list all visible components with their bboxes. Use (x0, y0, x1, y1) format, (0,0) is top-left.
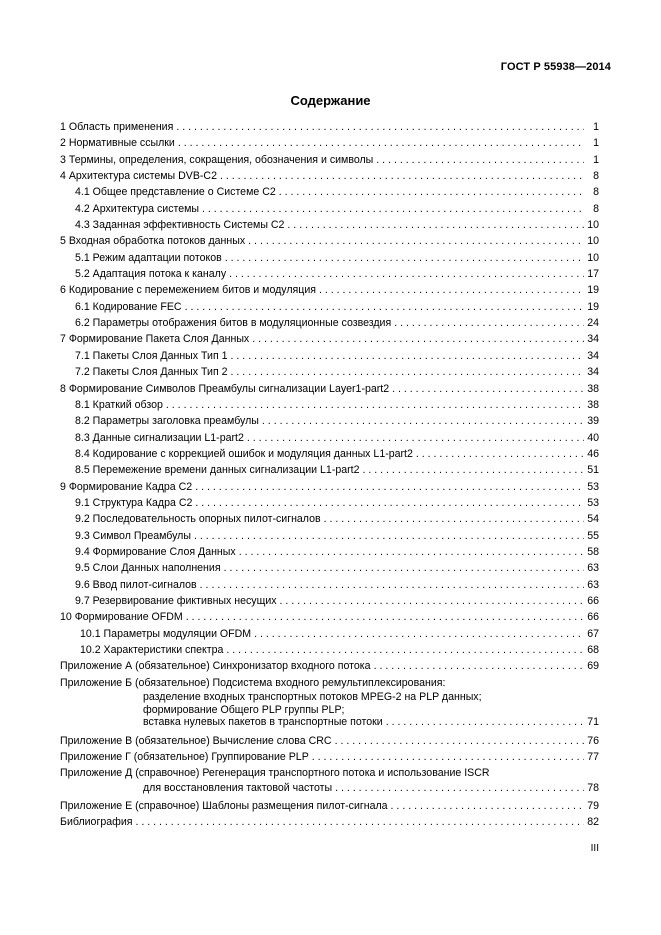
toc-leader-dots (279, 184, 584, 200)
toc-leader-dots (178, 135, 584, 151)
toc-leader-dots (239, 544, 584, 560)
toc-entry (60, 511, 599, 527)
toc-leader-dots (376, 152, 584, 168)
toc-entry (60, 430, 599, 446)
toc-entry-page: 10 (587, 219, 599, 232)
toc-entry-page: 17 (587, 268, 599, 281)
toc-leader-dots (335, 733, 584, 749)
toc-entry (60, 348, 599, 364)
toc-entry-label: 6.1 Кодирование FEC (75, 300, 182, 313)
toc-entry (60, 397, 599, 413)
toc-entry (60, 716, 599, 729)
toc-entry-label: 7.1 Пакеты Слоя Данных Тип 1 (75, 349, 228, 362)
toc-leader-dots (319, 282, 584, 298)
toc-entry-page: 19 (587, 300, 599, 313)
toc-leader-dots (386, 716, 584, 729)
toc-entry-label: 8.4 Кодирование с коррекцией ошибок и модуляция данных L1-part2 (75, 447, 413, 460)
toc-entry-page: 55 (587, 529, 599, 542)
toc-entry-label: 9.5 Слои Данных наполнения (75, 562, 221, 575)
toc-entry (60, 233, 599, 249)
toc-entry-label: 6.2 Параметры отображения битов в модуляционные созвездия (75, 317, 392, 330)
toc-leader-dots (226, 642, 584, 658)
toc-entry-label: 8.2 Параметры заголовка преамбулы (75, 415, 259, 428)
toc-leader-dots (231, 348, 584, 364)
toc-entry-label: 9.2 Последовательность опорных пилот-сигналов (75, 513, 321, 526)
toc-entry (60, 250, 599, 266)
toc-leader-dots (200, 577, 584, 593)
toc-entry-page: 63 (587, 562, 599, 575)
toc-leader-dots (195, 479, 584, 495)
toc-entry (60, 135, 599, 151)
toc-entry-page: 53 (587, 496, 599, 509)
toc-entry-page: 66 (587, 611, 599, 624)
page-number: III (590, 843, 599, 854)
toc-entry (60, 446, 599, 462)
toc-entry-page: 63 (587, 578, 599, 591)
page-title: Содержание (290, 93, 371, 108)
toc-entry (60, 217, 599, 233)
toc-entry-page: 1 (593, 137, 599, 150)
toc-entry (60, 609, 599, 625)
toc-leader-dots (374, 658, 584, 674)
toc-entry-page: 19 (587, 284, 599, 297)
toc-entry-page: 8 (593, 170, 599, 183)
table-of-contents (60, 119, 599, 831)
toc-entry-label: 8.5 Перемежение времени данных сигнализации L1-part2 (75, 464, 360, 477)
toc-entry-page: 34 (587, 333, 599, 346)
toc-entry-page: 10 (587, 235, 599, 248)
toc-entry (60, 184, 599, 200)
toc-entry-label: 9.3 Символ Преамбулы (75, 529, 191, 542)
toc-entry-label: 10.1 Параметры модуляции OFDM (80, 627, 252, 640)
toc-entry (60, 560, 599, 576)
toc-leader-dots (287, 217, 584, 233)
toc-entry-label: 9 Формирование Кадра С2 (60, 480, 193, 493)
toc-entry-page: 71 (587, 716, 599, 729)
toc-entry-page: 77 (587, 751, 599, 764)
toc-entry-page: 68 (587, 644, 599, 656)
toc-entry (60, 749, 599, 765)
toc-leader-dots (220, 168, 584, 184)
toc-leader-dots (280, 593, 584, 609)
toc-entry (60, 814, 599, 830)
toc-entry-page: 40 (587, 431, 599, 444)
toc-entry-label: для восстановления тактовой частоты (143, 781, 333, 794)
toc-entry (60, 528, 599, 544)
toc-leader-dots (176, 119, 584, 135)
toc-entry-label: Приложение Е (справочное) Шаблоны размещения пилот-сигнала (60, 800, 388, 812)
toc-entry-label: 9.1 Структура Кадра С2 (75, 496, 193, 509)
toc-entry (60, 315, 599, 331)
toc-entry-page: 69 (587, 660, 599, 673)
toc-entry-page: 38 (587, 382, 599, 395)
toc-leader-dots (185, 299, 584, 315)
toc-entry (60, 201, 599, 217)
toc-entry-page: 51 (587, 464, 599, 477)
toc-leader-dots (247, 430, 584, 446)
toc-entry-label: Приложение А (обязательное) Синхронизатор входного потока (60, 660, 371, 673)
toc-entry-label: 4.1 Общее представление о Системе С2 (75, 186, 276, 199)
toc-entry (60, 733, 599, 749)
toc-entry-label: 4 Архитектура системы DVB-C2 (60, 170, 217, 183)
toc-entry-page: 66 (587, 594, 599, 607)
toc-entry-label: 8 Формирование Символов Преамбулы сигнализации Layer1-part2 (60, 382, 390, 395)
toc-leader-dots (229, 266, 584, 282)
toc-entry-label: вставка нулевых пакетов в транспортные потоки (143, 716, 383, 729)
toc-leader-dots (394, 315, 584, 331)
toc-entry-label: 5.1 Режим адаптации потоков (75, 251, 222, 264)
toc-entry-continuation: формирование Общего PLP группы PLP; (143, 703, 345, 716)
toc-entry-page: 67 (587, 627, 599, 640)
toc-entry (60, 462, 599, 478)
toc-entry-page: 8 (593, 186, 599, 199)
toc-entry (60, 495, 599, 511)
toc-entry-page: 54 (587, 513, 599, 526)
toc-entry-label: 1 Область применения (60, 121, 174, 133)
toc-entry (60, 642, 599, 658)
toc-entry (60, 658, 599, 674)
toc-entry-label: 7.2 Пакеты Слоя Данных Тип 2 (75, 366, 228, 379)
toc-entry-label: 4.2 Архитектура системы (75, 202, 200, 215)
toc-entry-label: 4.3 Заданная эффективность Системы С2 (75, 219, 285, 232)
toc-entry-page: 24 (587, 317, 599, 330)
toc-entry-page: 1 (593, 153, 599, 166)
toc-entry-appendix-d (60, 765, 599, 794)
toc-entry-page: 82 (587, 816, 599, 829)
toc-entry (60, 119, 599, 135)
toc-entry (60, 152, 599, 168)
toc-entry (60, 331, 599, 347)
toc-entry-label: Приложение Г (обязательное) Группирование PLP (60, 751, 309, 764)
toc-entry-label: 9.6 Ввод пилот-сигналов (75, 578, 197, 591)
toc-entry (60, 577, 599, 593)
toc-entry-page: 1 (593, 121, 599, 133)
toc-entry-label: 5 Входная обработка потоков данных (60, 235, 246, 248)
toc-entry (60, 593, 599, 609)
toc-leader-dots (312, 749, 584, 765)
toc-entry-page: 38 (587, 398, 599, 411)
toc-entry (60, 479, 599, 495)
toc-leader-dots (363, 462, 585, 478)
toc-entry (60, 299, 599, 315)
toc-entry-appendix-b (60, 675, 599, 729)
toc-entry (60, 544, 599, 560)
toc-leader-dots (166, 397, 584, 413)
toc-leader-dots (252, 331, 584, 347)
toc-entry (60, 168, 599, 184)
toc-entry (60, 282, 599, 298)
toc-leader-dots (202, 201, 584, 217)
toc-leader-dots (262, 413, 584, 429)
toc-entry-page: 34 (587, 349, 599, 362)
toc-entry (60, 626, 599, 642)
toc-entry-label: 9.4 Формирование Слоя Данных (75, 545, 236, 558)
toc-leader-dots (248, 233, 584, 249)
toc-entry-label: Приложение Б (обязательное) Подсистема входного ремультиплексирования: (60, 676, 446, 689)
toc-entry (60, 364, 599, 380)
toc-entry-label: 10 Формирование OFDM (60, 611, 183, 624)
toc-entry-continuation: разделение входных транспортных потоков MPEG-2 на PLP данных; (143, 691, 482, 704)
toc-entry-label: 6 Кодирование с перемежением битов и модуляция (60, 284, 316, 297)
toc-entry (60, 782, 599, 795)
toc-entry-label: 8.3 Данные сигнализации L1-part2 (75, 431, 244, 444)
toc-entry-page: 58 (587, 545, 599, 558)
toc-entry (60, 413, 599, 429)
toc-entry-page: 76 (587, 734, 599, 747)
toc-leader-dots (391, 798, 584, 814)
toc-leader-dots (195, 495, 584, 511)
toc-leader-dots (194, 528, 584, 544)
toc-entry-label: 3 Термины, определения, сокращения, обозначения и символы (60, 153, 374, 166)
toc-entry-page: 10 (587, 251, 599, 264)
toc-entry-page: 53 (587, 480, 599, 493)
toc-leader-dots (416, 446, 584, 462)
toc-entry-label: 10.2 Характеристики спектра (80, 644, 224, 656)
toc-entry-label: 2 Нормативные ссылки (60, 137, 175, 150)
toc-leader-dots (135, 814, 584, 830)
toc-entry (60, 798, 599, 814)
toc-leader-dots (392, 381, 584, 397)
toc-leader-dots (225, 250, 584, 266)
toc-entry (60, 381, 599, 397)
toc-entry-label: 5.2 Адаптация потока к каналу (75, 268, 227, 281)
toc-entry-page: 8 (593, 202, 599, 215)
toc-leader-dots (254, 626, 584, 642)
toc-leader-dots (231, 364, 584, 380)
toc-entry-label: Приложение Д (справочное) Регенерация транспортного потока и использование ISCR (60, 767, 490, 780)
toc-leader-dots (335, 782, 584, 795)
toc-entry-label: 7 Формирование Пакета Слоя Данных (60, 333, 250, 346)
toc-entry-page: 34 (587, 366, 599, 379)
document-standard-number: ГОСТ Р 55938—2014 (500, 61, 611, 73)
toc-leader-dots (224, 560, 584, 576)
toc-entry-page: 79 (587, 800, 599, 812)
toc-entry-label: Приложение В (обязательное) Вычисление слова CRC (60, 734, 332, 747)
toc-entry-page: 78 (587, 781, 599, 794)
toc-entry-label: 8.1 Краткий обзор (75, 398, 163, 411)
toc-leader-dots (324, 511, 584, 527)
toc-entry-label: Библиография (60, 816, 133, 829)
toc-entry-page: 46 (587, 447, 599, 460)
toc-entry-label: 9.7 Резервирование фиктивных несущих (75, 594, 277, 607)
toc-entry-page: 39 (587, 415, 599, 428)
toc-leader-dots (186, 609, 584, 625)
toc-entry (60, 266, 599, 282)
